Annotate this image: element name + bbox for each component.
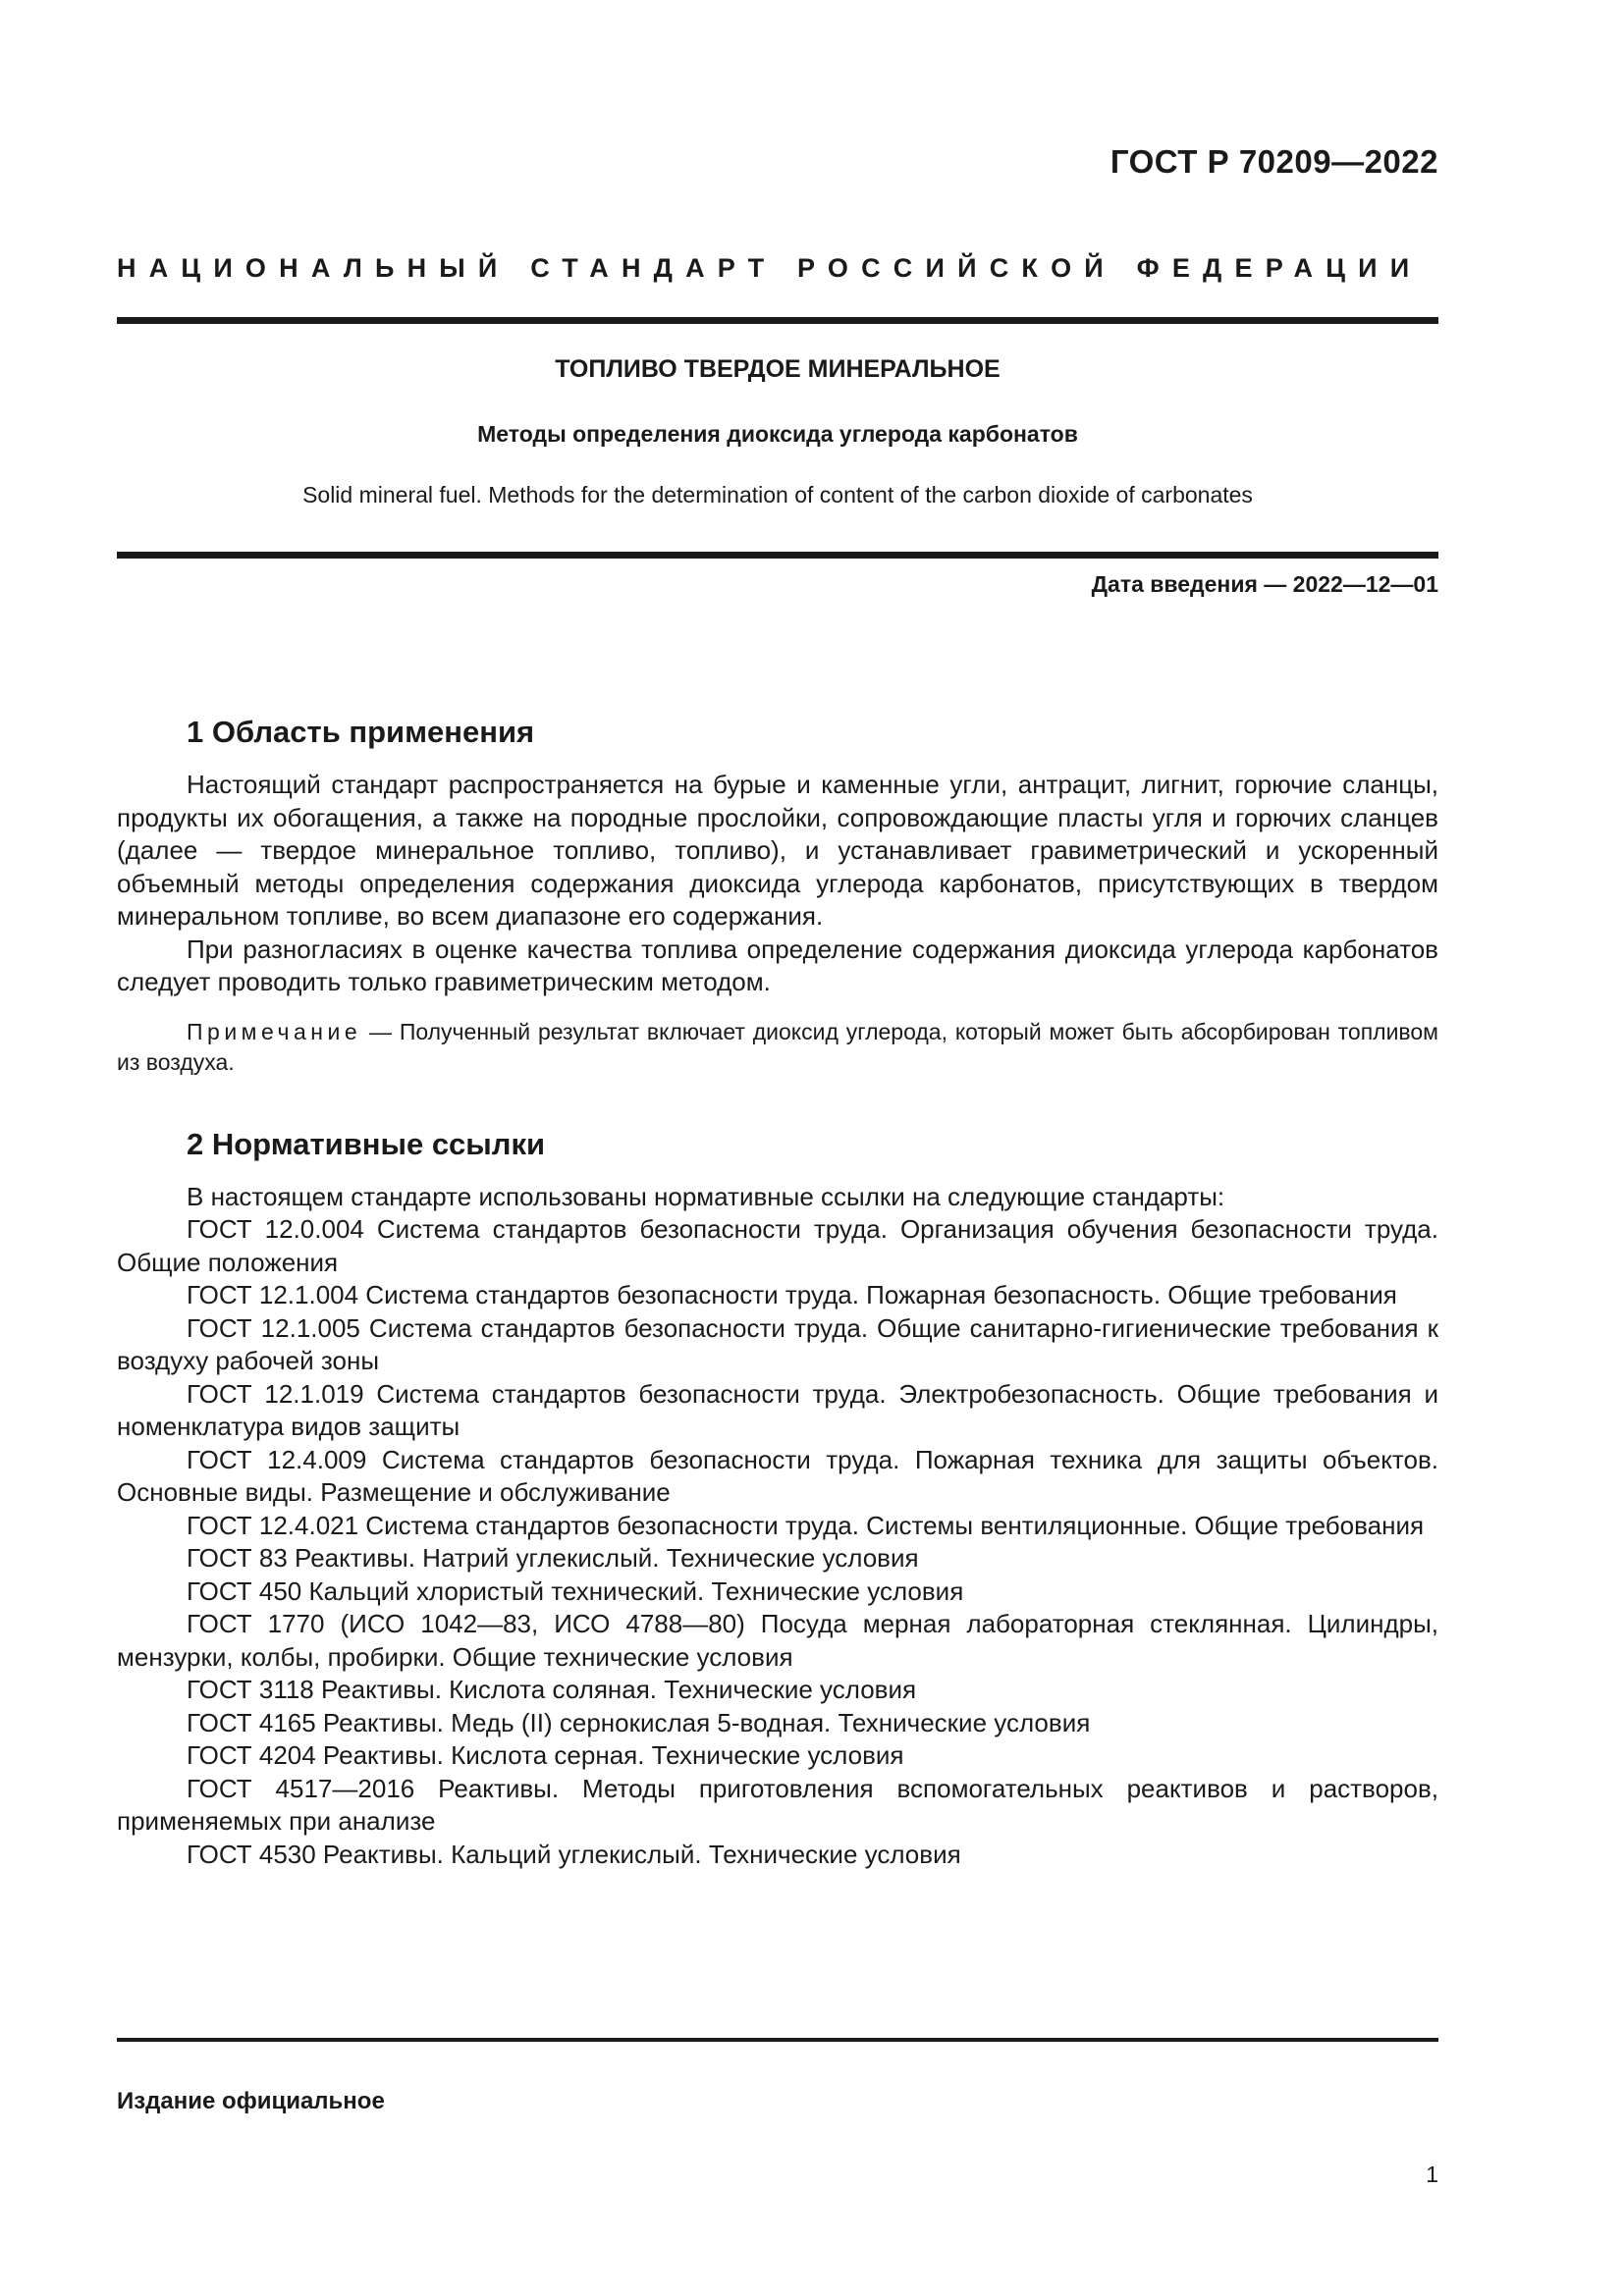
reference-item: ГОСТ 12.1.004 Система стандартов безопасности труда. Пожарная безопасность. Общие требования	[187, 1280, 1397, 1309]
section-2-heading: 2 Нормативные ссылки	[187, 1126, 546, 1161]
reference-item: ГОСТ 12.4.021 Система стандартов безопасности труда. Системы вентиляционные. Общие требования	[187, 1510, 1425, 1540]
reference-item: ГОСТ 450 Кальций хлористый технический. Технические условия	[187, 1575, 964, 1606]
reference-item: ГОСТ 12.1.019 Система стандартов безопасности труда. Электробезопасность. Общие требования и номенклатура видов защиты	[117, 1378, 1438, 1441]
reference-item: ГОСТ 12.0.004 Система стандартов безопасности труда. Организация обучения безопасности труда. Общие положения	[117, 1214, 1438, 1277]
document-title: ТОПЛИВО ТВЕРДОЕ МИНЕРАЛЬНОЕ	[555, 355, 1001, 383]
reference-item: В настоящем стандарте использованы нормативные ссылки на следующие стандарты:	[187, 1181, 1225, 1211]
introduction-date: Дата введения — 2022—12—01	[1091, 571, 1438, 597]
section-1-note	[117, 1017, 1438, 1078]
reference-item: ГОСТ 4204 Реактивы. Кислота серная. Технические условия	[187, 1740, 904, 1770]
reference-item: ГОСТ 4517—2016 Реактивы. Методы приготовления вспомогательных реактивов и растворов, применяемых при анализе	[117, 1773, 1438, 1836]
page-number: 1	[1426, 2162, 1438, 2187]
section-1-paragraph: При разногласиях в оценке качества топлива определение содержания диоксида углерода карбонатов следует проводить только гравиметрическим методом.	[117, 934, 1438, 996]
reference-item: ГОСТ 12.4.009 Система стандартов безопасности труда. Пожарная техника для защиты объектов. Основные виды. Размещение и обслуживание	[117, 1444, 1438, 1507]
reference-item: ГОСТ 4530 Реактивы. Кальций углекислый. Технические условия	[187, 1839, 961, 1869]
footer-rule	[117, 2038, 1438, 2042]
reference-item: ГОСТ 83 Реактивы. Натрий углекислый. Технические условия	[187, 1543, 919, 1573]
note-label: Примечание	[187, 1018, 362, 1044]
national-standard-header: НАЦИОНАЛЬНЫЙ СТАНДАРТ РОССИЙСКОЙ ФЕДЕРАЦИИ	[117, 253, 1423, 283]
section-1-paragraph: Настоящий стандарт распространяется на бурые и каменные угли, антрацит, лигнит, горючие сланцы, продукты их обогащения, а также на породные прослойки, сопровождающие пласты угля и горючих сланцев (далее — твердое минеральное топливо, топливо), и устанавливает гравиметрический и ускоренный объемный методы определения содержания диоксида углерода карбонатов, присутствующих в твердом минеральном топливе, во всем диапазоне его содержания.	[117, 770, 1438, 931]
title-rule	[117, 552, 1438, 559]
document-page	[117, 0, 1438, 2296]
header-rule	[117, 317, 1438, 324]
reference-item: ГОСТ 12.1.005 Система стандартов безопасности труда. Общие санитарно-гигиенические требования к воздуху рабочей зоны	[117, 1312, 1438, 1375]
document-title-english: Solid mineral fuel. Methods for the determination of content of the carbon dioxide of carbonates	[302, 482, 1253, 507]
document-body	[117, 713, 1438, 1871]
document-subtitle: Методы определения диоксида углерода карбонатов	[477, 421, 1078, 447]
note-text: — Полученный результат включает диоксид углерода, который может быть абсорбирован топливом из воздуха.	[117, 1018, 1438, 1075]
official-edition-label: Издание официальное	[117, 2088, 385, 2114]
reference-item: ГОСТ 4165 Реактивы. Медь (II) сернокислая 5-водная. Технические условия	[187, 1707, 1091, 1737]
section-1-heading: 1 Область применения	[187, 715, 535, 749]
reference-item: ГОСТ 3118 Реактивы. Кислота соляная. Технические условия	[187, 1675, 917, 1704]
reference-item: ГОСТ 1770 (ИСО 1042—83, ИСО 4788—80) Посуда мерная лабораторная стеклянная. Цилиндры, мензурки, колбы, пробирки. Общие технические условия	[117, 1609, 1438, 1672]
standard-number: ГОСТ Р 70209—2022	[1110, 143, 1438, 180]
